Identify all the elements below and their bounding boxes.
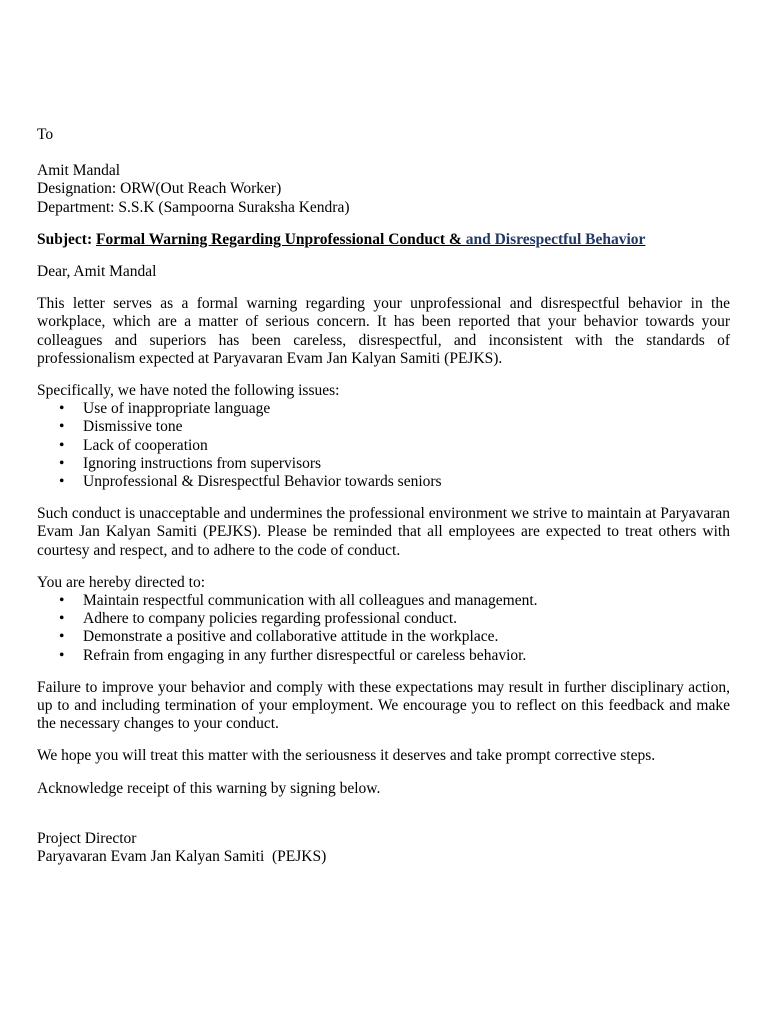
list-item-text: Use of inappropriate language: [83, 400, 271, 418]
paragraph-intro: This letter serves as a formal warning regarding your unprofessional and disrespectful behavior in the workplace, which are a matter of serious concern. It has been reported that your behavior towards your colleagues and superiors has been careless, disrespectful, and inconsistent with the standards of professionalism expected at Paryavaran Evam Jan Kalyan Samiti (PEJKS).: [37, 295, 730, 367]
directives-list: [37, 592, 730, 665]
bullet-icon: •: [59, 610, 65, 628]
subject-line: [37, 231, 730, 249]
to-line: To: [37, 126, 54, 143]
list-item-text: Demonstrate a positive and collaborative attitude in the workplace.: [83, 628, 499, 646]
bullet-icon: •: [59, 454, 65, 472]
bullet-icon: •: [59, 473, 65, 491]
list-item: [37, 437, 730, 455]
paragraph-consequences: Failure to improve your behavior and comply with these expectations may result in further disciplinary action, up to and including termination of your employment. We encourage you to reflect on this feedback and make the necessary changes to your conduct.: [37, 678, 730, 733]
recipient-name: Amit Mandal: [37, 162, 121, 180]
letter-body: [37, 126, 730, 866]
issues-list: [37, 400, 730, 491]
bullet-icon: •: [59, 592, 65, 610]
subject-text-part2: and Disrespectful Behavior: [465, 230, 646, 248]
recipient-designation: Designation: ORW(Out Reach Worker): [37, 180, 282, 198]
list-item: [37, 455, 730, 473]
bullet-icon: •: [59, 436, 65, 454]
list-item-text: Unprofessional & Disrespectful Behavior towards seniors: [83, 473, 442, 491]
signature-title: Project Director: [37, 829, 137, 847]
list-item: [37, 628, 730, 646]
bullet-icon: •: [59, 418, 65, 436]
list-item: [37, 418, 730, 436]
recipient-department: Department: S.S.K (Sampoorna Suraksha Kendra): [37, 198, 350, 216]
list-item: [37, 610, 730, 628]
paragraph-acknowledge: Acknowledge receipt of this warning by signing below.: [37, 779, 381, 797]
paragraph-conduct: Such conduct is unacceptable and undermines the professional environment we strive to maintain at Paryavaran Evam Jan Kalyan Samiti (PEJKS). Please be reminded that all employees are expected to treat others with courtesy and respect, and to adhere to the code of conduct.: [37, 505, 730, 559]
bullet-icon: •: [59, 400, 65, 418]
paragraph-hope: We hope you will treat this matter with the seriousness it deserves and take prompt corrective steps.: [37, 747, 656, 765]
list-item-text: Maintain respectful communication with all colleagues and management.: [83, 592, 538, 610]
list-item-text: Dismissive tone: [83, 418, 183, 436]
signature-organization: Paryavaran Evam Jan Kalyan Samiti (PEJKS): [37, 848, 327, 866]
list-item: [37, 400, 730, 418]
list-item-text: Adhere to company policies regarding professional conduct.: [83, 610, 458, 628]
subject-text: [96, 231, 645, 248]
list-item: [37, 592, 730, 610]
bullet-icon: •: [59, 646, 65, 664]
salutation: Dear, Amit Mandal: [37, 263, 157, 281]
directives-intro: You are hereby directed to:: [37, 573, 206, 591]
list-item-text: Refrain from engaging in any further disrespectful or careless behavior.: [83, 646, 527, 664]
list-item: [37, 647, 730, 665]
subject-text-part1: Formal Warning Regarding Unprofessional Conduct &: [95, 230, 466, 248]
subject-label: Subject:: [37, 230, 93, 248]
issues-intro: Specifically, we have noted the following issues:: [37, 382, 340, 400]
list-item: [37, 473, 730, 491]
list-item-text: Lack of cooperation: [83, 436, 208, 454]
bullet-icon: •: [59, 628, 65, 646]
list-item-text: Ignoring instructions from supervisors: [83, 454, 322, 472]
